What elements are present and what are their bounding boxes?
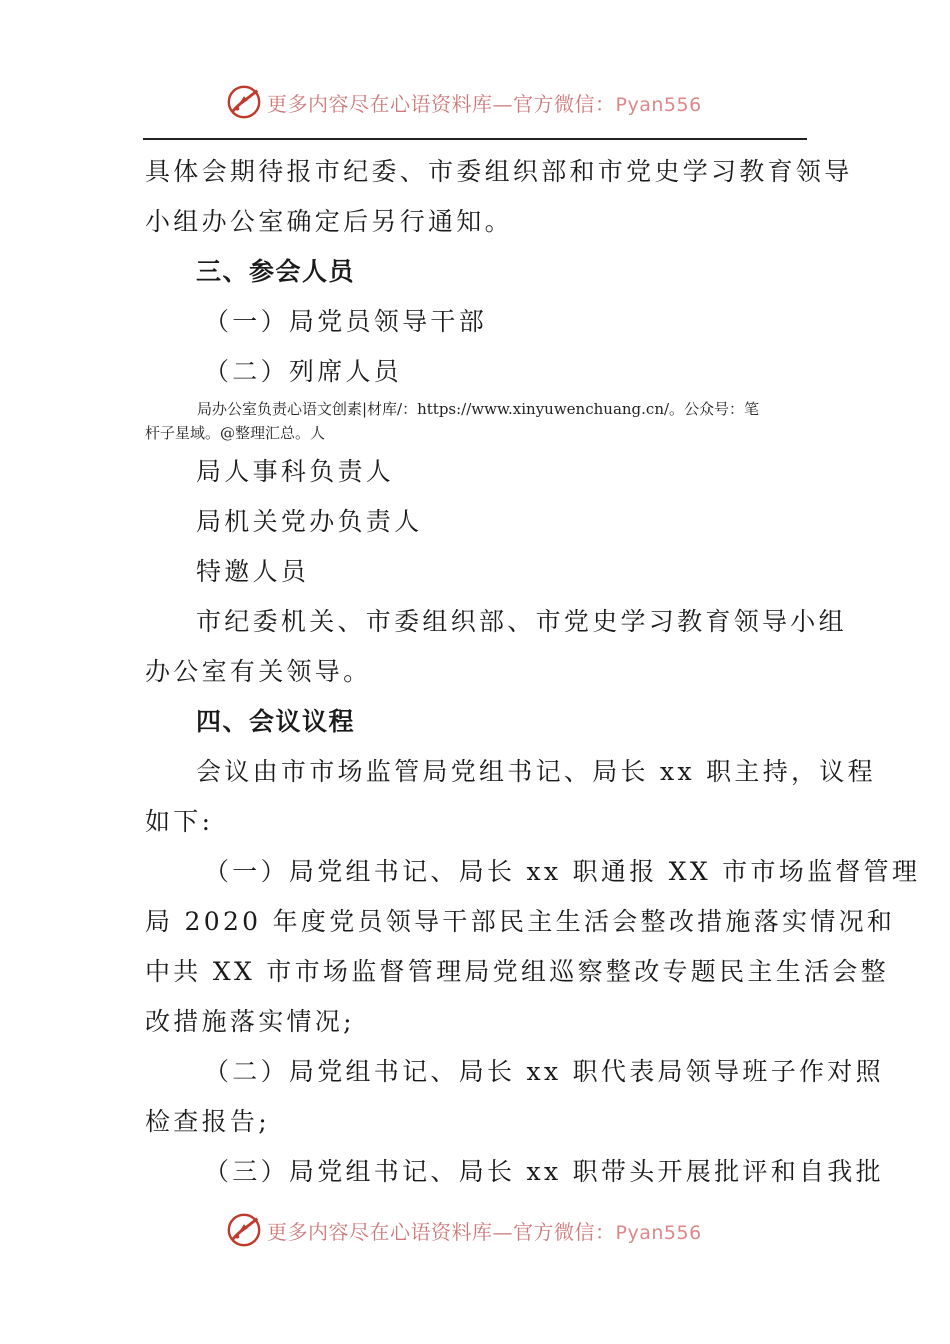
header-divider — [143, 138, 807, 140]
agenda-item-line: 中共 XX 市市场监督管理局党组巡察整改专题民主生活会整 — [145, 957, 889, 986]
banner-handle: Pyan556 — [615, 1221, 702, 1244]
inserted-note-line: 局办公室负责心语文创素|材库/：https://www.xinyuwenchuang.cn/。公众号：笔 — [197, 400, 760, 418]
paragraph-line: 如下: — [145, 807, 214, 836]
section-heading-attendees: 三、参会人员 — [196, 257, 356, 286]
pen-logo-icon — [225, 1211, 263, 1249]
agenda-item-line: （一）局党组书记、局长 xx 职通报 XX 市市场监督管理 — [204, 857, 921, 886]
attendee-item: 特邀人员 — [196, 557, 310, 586]
paragraph-line: 会议由市市场监管局党组书记、局长 xx 职主持，议程 — [196, 757, 876, 786]
paragraph-line: 市纪委机关、市委组织部、市党史学习教育领导小组 — [196, 607, 847, 636]
banner-text: 更多内容尽在心语资料库—官方微信：Pyan556 — [267, 91, 702, 116]
list-item: （一）局党员领导干部 — [204, 307, 488, 336]
paragraph-line: 具体会期待报市纪委、市委组织部和市党史学习教育领导 — [145, 157, 853, 186]
banner-handle: Pyan556 — [615, 93, 702, 116]
agenda-item-line: （三）局党组书记、局长 xx 职带头开展批评和自我批 — [204, 1157, 884, 1186]
agenda-item-line: （二）局党组书记、局长 xx 职代表局领导班子作对照 — [204, 1057, 884, 1086]
footer-watermark-banner — [225, 1210, 725, 1250]
banner-text: 更多内容尽在心语资料库—官方微信：Pyan556 — [267, 1219, 702, 1244]
attendee-item: 局机关党办负责人 — [196, 507, 423, 536]
agenda-item-line: 局 2020 年度党员领导干部民主生活会整改措施落实情况和 — [145, 907, 896, 936]
paragraph-line: 小组办公室确定后另行通知。 — [145, 207, 513, 236]
pen-logo-icon — [225, 83, 263, 121]
section-heading-agenda: 四、会议议程 — [196, 707, 356, 736]
agenda-item-line: 检查报告; — [145, 1107, 270, 1136]
inserted-note-line: 杆子星域。@整理汇总。人 — [145, 424, 326, 442]
header-watermark-banner — [225, 82, 725, 122]
paragraph-line: 办公室有关领导。 — [145, 657, 372, 686]
attendee-item: 局人事科负责人 — [196, 457, 395, 486]
list-item: （二）列席人员 — [204, 357, 403, 386]
agenda-item-line: 改措施落实情况; — [145, 1007, 355, 1036]
